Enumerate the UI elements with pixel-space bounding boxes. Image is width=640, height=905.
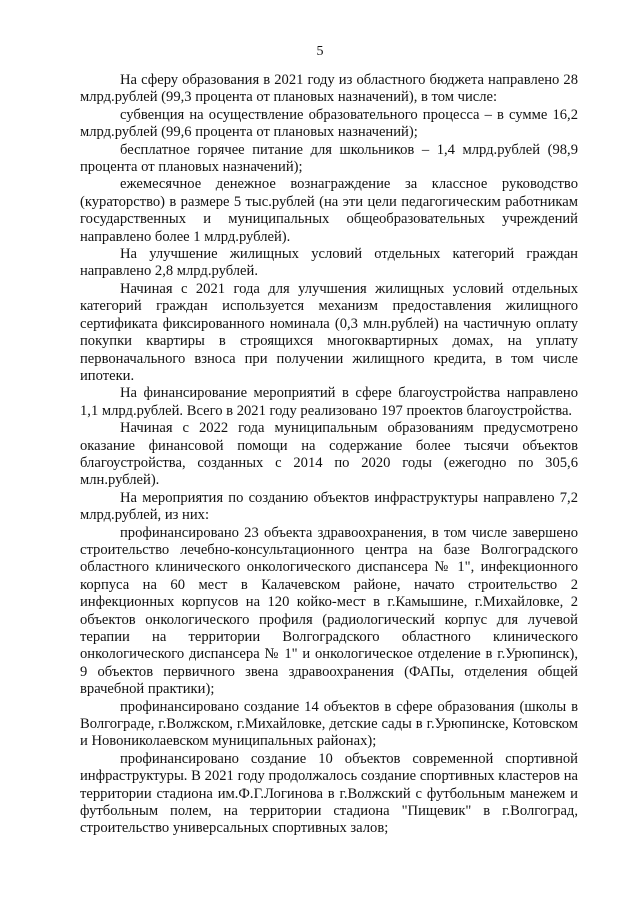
paragraph-sports-objects: профинансировано создание 10 объектов современной спортивной инфраструктуры. В 2021 году продолжалось создание спортивных кластеров на территории стадиона им.Ф.Г.Логинова в г.Волжский с футбольным манежем и футбольным полем, на территории стадиона "Пищевик" в г.Волгоград, строительство универсальных спортивных залов; (80, 750, 578, 837)
paragraph-education-subvention: субвенция на осуществление образовательного процесса – в сумме 16,2 млрд.рублей (99,6 процента от плановых назначений); (80, 106, 578, 141)
paragraph-infrastructure-funding: На мероприятия по созданию объектов инфраструктуры направлено 7,2 млрд.рублей, из них: (80, 489, 578, 524)
paragraph-school-meals: бесплатное горячее питание для школьников – 1,4 млрд.рублей (98,9 процента от плановых назначений); (80, 141, 578, 176)
page-number: 5 (316, 44, 324, 59)
paragraph-education-objects: профинансировано создание 14 объектов в сфере образования (школы в Волгограде, г.Волжском, г.Михайловке, детские сады в г.Урюпинске, Котовском и Новониколаевском муниципальных районах); (80, 698, 578, 750)
paragraph-healthcare-objects: профинансировано 23 объекта здравоохранения, в том числе завершено строительство лечебно-консультационного центра на базе Волгоградского областного клинического онкологического диспансера № 1", инфекционного корпуса на 60 мест в Калачевском районе, начато строительство 2 инфекционных корпусов на 120 койко-мест в г.Камышине, г.Михайловке, 2 объектов онкологического профиля (радиологический корпус для лучевой терапии на территории Волгоградского областного клинического онкологического диспансера № 1" и онкологическое отделение в г.Урюпинск), 9 объектов первичного звена здравоохранения (ФАПы, отделения общей врачебной практики); (80, 524, 578, 698)
paragraph-education-funding: На сферу образования в 2021 году из областного бюджета направлено 28 млрд.рублей (99,3 процента от плановых назначений), в том числе: (80, 72, 578, 106)
paragraph-housing-funding: На улучшение жилищных условий отдельных категорий граждан направлено 2,8 млрд.рублей. (80, 246, 578, 280)
paragraph-housing-certificate: Начиная с 2021 года для улучшения жилищных условий отдельных категорий граждан используется механизм предоставления жилищного сертификата фиксированного номинала (0,3 млн.рублей) на частичную оплату покупки квартиры в строящихся многоквартирных домах, на уплату первоначального взноса при получении жилищного кредита, в том числе ипотеки. (80, 280, 578, 384)
paragraph-municipal-support: Начиная с 2022 года муниципальным образованиям предусмотрено оказание финансовой помощи на содержание более тысячи объектов благоустройства, созданных с 2014 по 2020 годы (ежегодно по 305,6 млн.рублей). (80, 420, 578, 489)
document-body (80, 72, 578, 838)
paragraph-class-supervision-pay: ежемесячное денежное вознаграждение за классное руководство (кураторство) в размере 5 тыс.рублей (на эти цели педагогическим работникам государственных и муниципальных общеобразовательных учреждений направлено более 1 млрд.рублей). (80, 176, 578, 245)
paragraph-improvement-funding: На финансирование мероприятий в сфере благоустройства направлено 1,1 млрд.рублей. Всего в 2021 году реализовано 197 проектов благоустройства. (80, 385, 578, 419)
